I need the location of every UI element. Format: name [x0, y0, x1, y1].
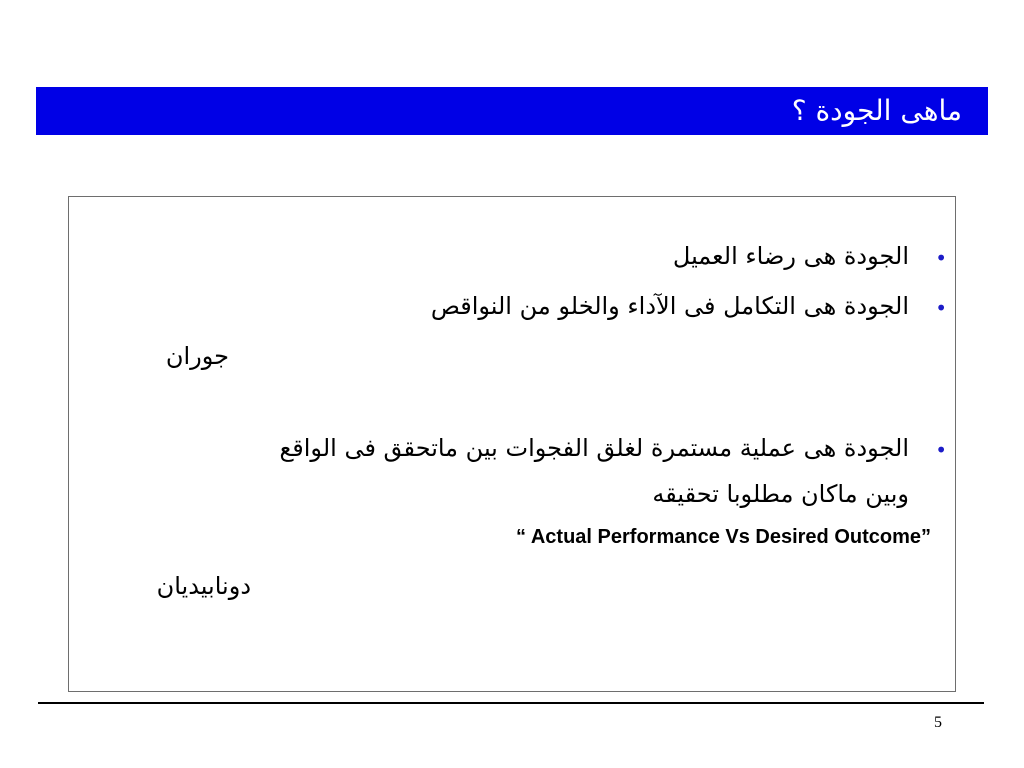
page-number: 5 [934, 714, 942, 731]
bullet-2-author: جوران [165, 342, 229, 370]
bullet-marker: • [935, 438, 947, 462]
bullet-3-text-line1: الجودة هى عملية مستمرة لغلق الفجوات بين ماتحقق فى الواقع [279, 434, 909, 462]
bullet-3-quote: “ Actual Performance Vs Desired Outcome” [516, 526, 931, 548]
bullet-2-text: الجودة هى التكامل فى الآداء والخلو من النواقص [430, 292, 909, 320]
bullet-3-author: دونابيديان [156, 572, 251, 600]
footer-divider [38, 702, 984, 704]
slide-title: ماهى الجودة ؟ [791, 94, 962, 127]
title-bar [36, 87, 988, 135]
content-box [68, 196, 956, 692]
bullet-1-text: الجودة هى رضاء العميل [672, 242, 909, 270]
bullet-marker: • [935, 296, 947, 320]
bullet-marker: • [935, 246, 947, 270]
bullet-3-text-line2: وبين ماكان مطلوبا تحقيقه [652, 480, 909, 508]
